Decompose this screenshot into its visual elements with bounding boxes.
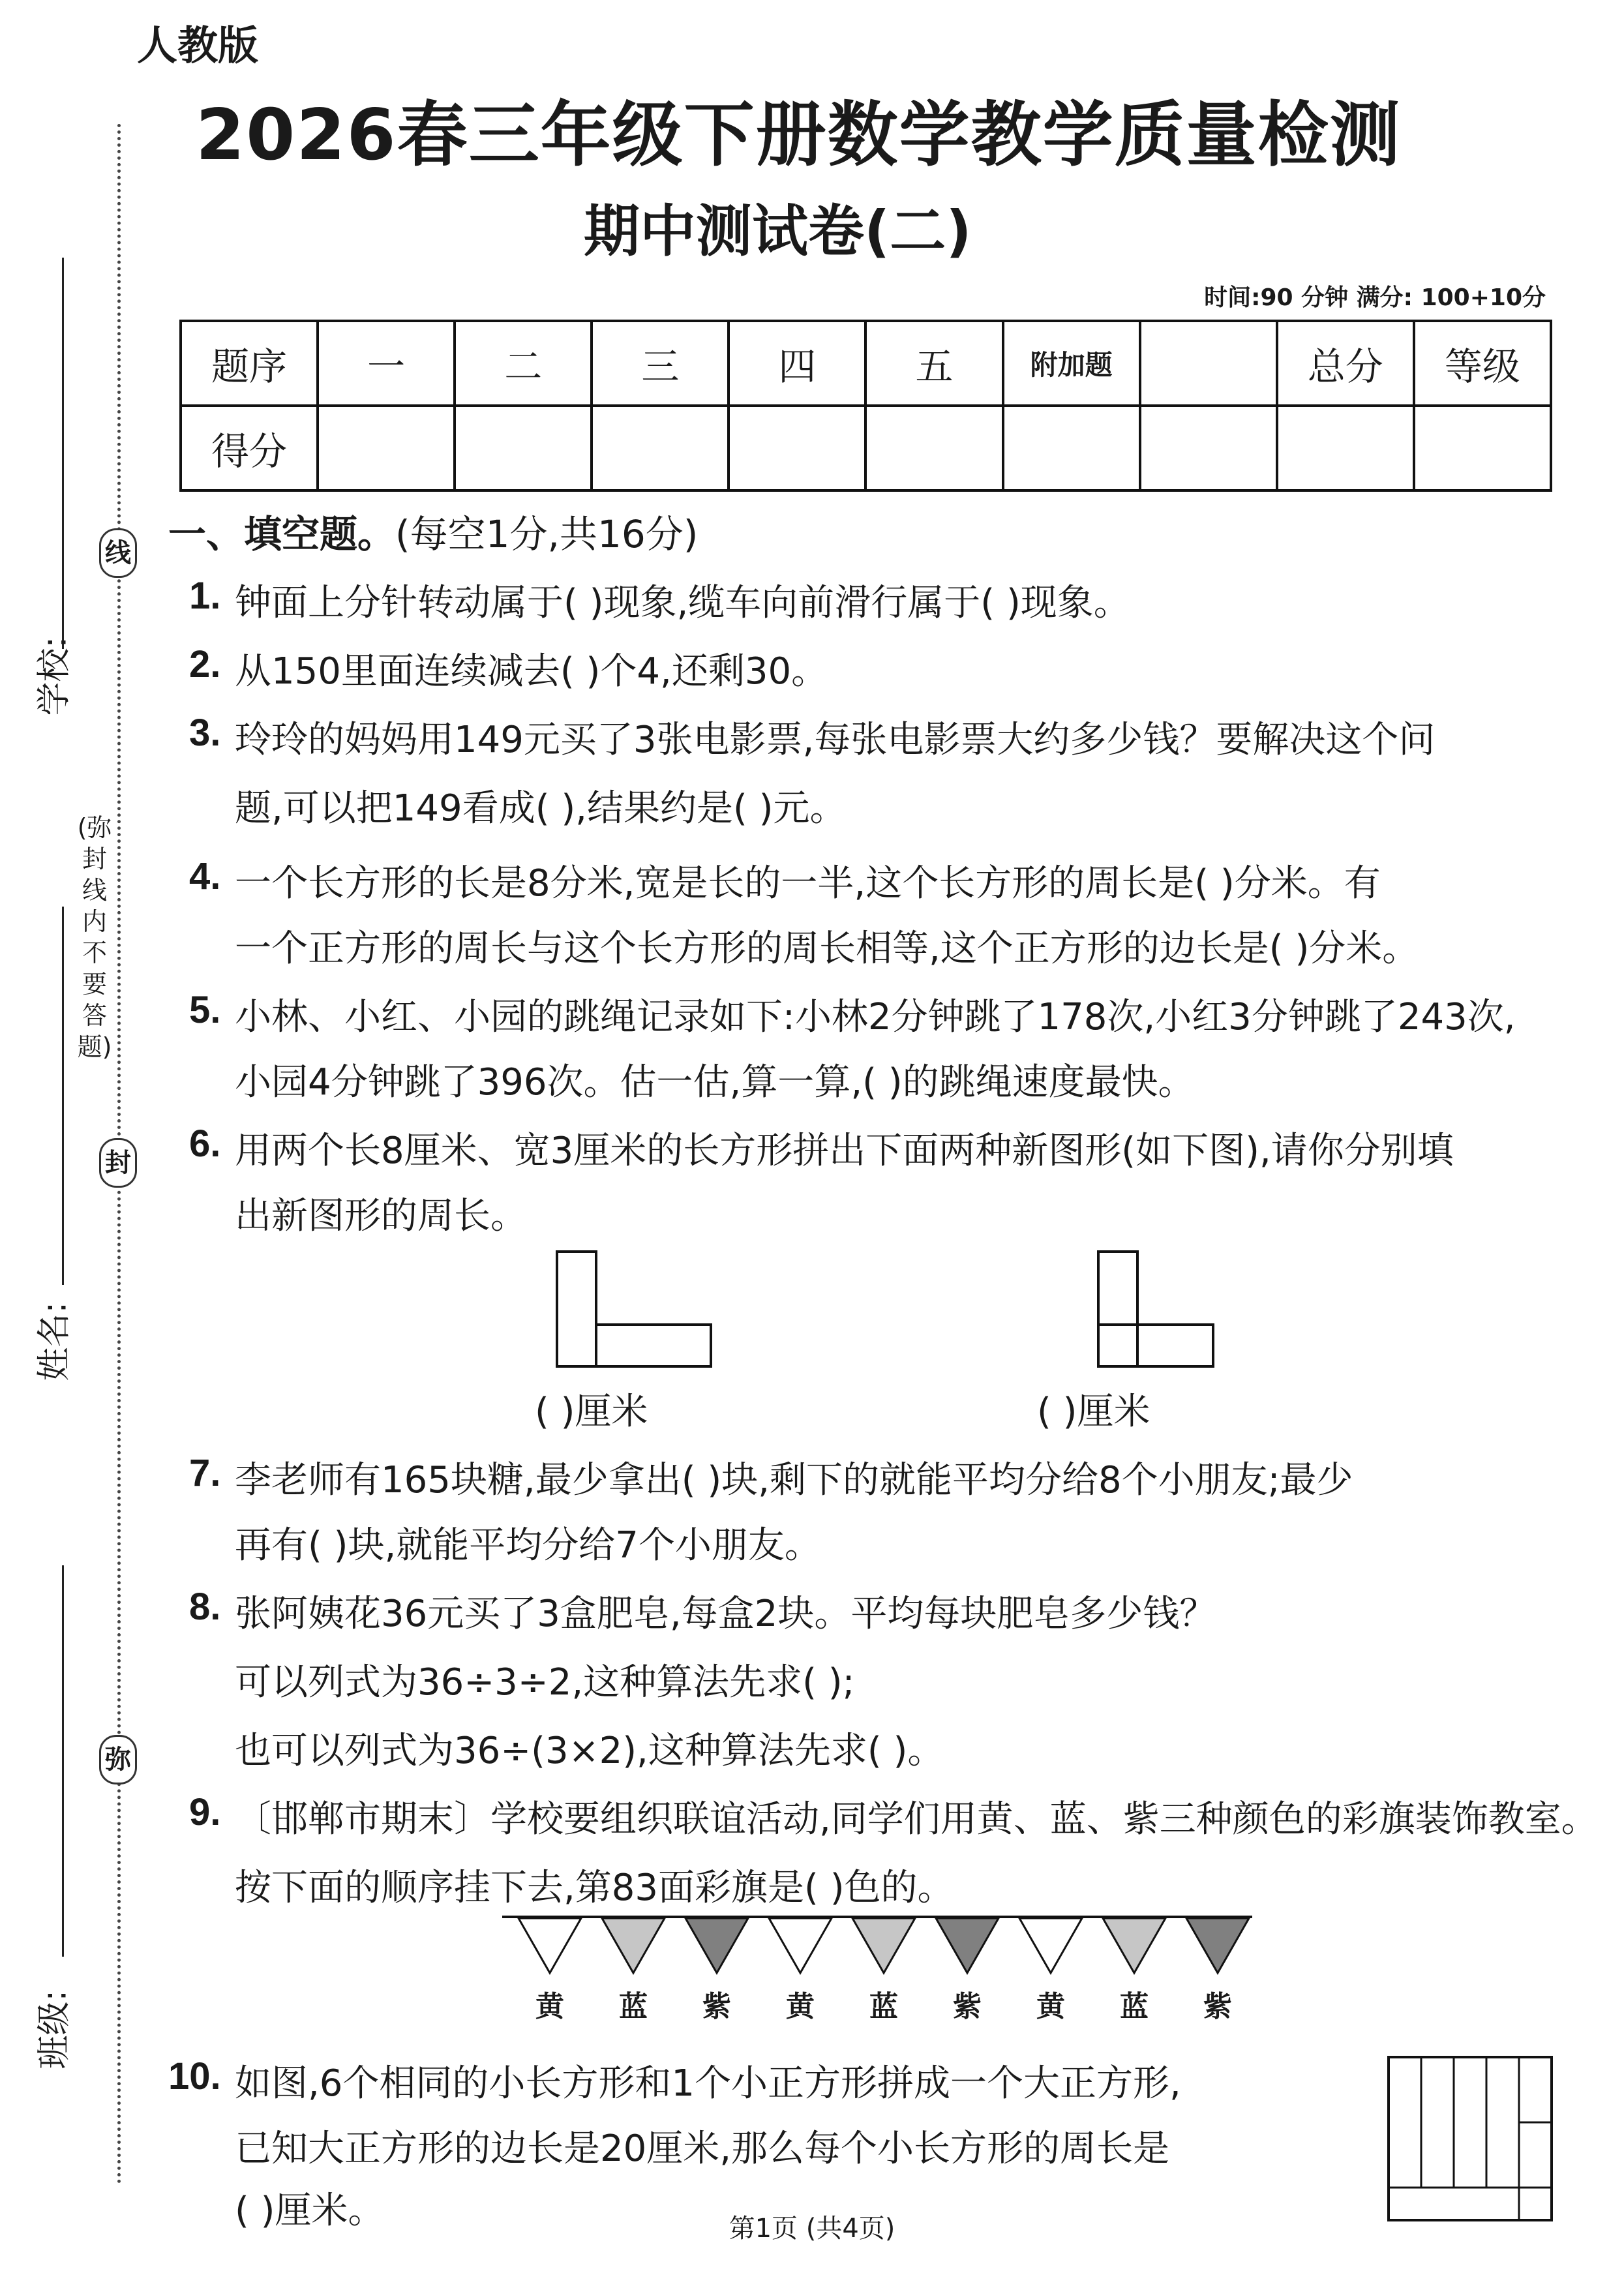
- flag-yellow: [519, 1918, 581, 1973]
- score-input-cell[interactable]: [1140, 406, 1277, 490]
- score-table-cell: [1140, 321, 1277, 406]
- score-table-cell: 附加题: [1003, 321, 1140, 406]
- score-table-cell: 一: [318, 321, 455, 406]
- question-number: 10.: [168, 2055, 221, 2098]
- name-label: 姓名:: [35, 1301, 74, 1381]
- school-label: 学校:: [35, 636, 74, 716]
- question-number: 6.: [189, 1122, 221, 1165]
- question-number: 3.: [189, 712, 221, 754]
- flag-label: 黄: [786, 1990, 815, 2023]
- question-number: 8.: [189, 1586, 221, 1628]
- question-text: 从150里面连续减去( )个4,还剩30。: [235, 650, 828, 693]
- figure-a-answer: ( )厘米: [535, 1391, 648, 1433]
- score-table-header-row: [181, 321, 1551, 406]
- flag-blue: [602, 1918, 665, 1973]
- class-label: 班级:: [35, 1989, 74, 2070]
- page-subtitle: 期中测试卷(二): [584, 199, 972, 264]
- section-number: 一、: [168, 512, 245, 556]
- square-puzzle-figure: [1386, 2055, 1556, 2224]
- seal-tag-seal: 封: [99, 1138, 137, 1188]
- school-field-line[interactable]: [62, 258, 64, 649]
- score-table-cell: 二: [455, 321, 592, 406]
- horizontal-rectangle: [1098, 1325, 1213, 1366]
- seal-tag-line: 线: [99, 528, 137, 578]
- score-table-cell: 题序: [181, 321, 318, 406]
- score-table-score-row: [181, 406, 1551, 490]
- l-shape-figure-b: [1096, 1249, 1226, 1370]
- question-text: 玲玲的妈妈用149元买了3张电影票,每张电影票大约多少钱？要解决这个问: [235, 719, 1436, 761]
- flag-purple: [685, 1918, 748, 1973]
- score-input-cell[interactable]: [865, 406, 1002, 490]
- question-text: 李老师有165块糖,最少拿出( )块,剩下的就能平均分给8个小朋友;最少: [235, 1459, 1353, 1501]
- score-input-cell[interactable]: [1277, 406, 1414, 490]
- flag-label: 蓝: [869, 1990, 898, 2023]
- flag-label: 紫: [953, 1990, 982, 2023]
- question-text: 钟面上分针转动属于( )现象,缆车向前滑行属于( )现象。: [235, 582, 1130, 624]
- score-table-cell: 三: [592, 321, 729, 406]
- flag-label: 蓝: [1120, 1990, 1149, 2023]
- vertical-rectangle: [1098, 1252, 1137, 1366]
- vertical-rectangle: [557, 1252, 596, 1366]
- question-text: 已知大正方形的边长是20厘米,那么每个小长方形的周长是: [235, 2128, 1170, 2170]
- flag-label: 蓝: [619, 1990, 648, 2023]
- flag-blue: [852, 1918, 915, 1973]
- question-number: 1.: [189, 575, 221, 617]
- score-table-cell: 四: [729, 321, 865, 406]
- question-number: 9.: [189, 1791, 221, 1833]
- question-text: 可以列式为36÷3÷2,这种算法先求( );: [235, 1661, 855, 1704]
- flag-purple: [936, 1918, 999, 1973]
- flag-label: 紫: [702, 1990, 731, 2023]
- flag-purple: [1186, 1918, 1249, 1973]
- section-title: 填空题。: [244, 512, 396, 556]
- score-table-cell: 总分: [1277, 321, 1414, 406]
- question-text: 小林、小红、小园的跳绳记录如下:小林2分钟跳了178次,小红3分钟跳了243次,: [235, 996, 1516, 1038]
- name-field-line[interactable]: [62, 907, 64, 1285]
- question-text: 按下面的顺序挂下去,第83面彩旗是( )色的。: [235, 1867, 954, 1909]
- question-text: 小园4分钟跳了396次。估一估,算一算,( )的跳绳速度最快。: [235, 1061, 1195, 1104]
- question-text: 〔邯郸市期末〕学校要组织联谊活动,同学们用黄、蓝、紫三种颜色的彩旗装饰教室。: [235, 1798, 1598, 1841]
- section-points: (每空1分,共16分): [395, 512, 699, 556]
- question-text: 也可以列式为36÷(3×2),这种算法先求( )。: [235, 1730, 944, 1772]
- question-text: 张阿姨花36元买了3盒肥皂,每盒2块。平均每块肥皂多少钱？: [235, 1593, 1216, 1635]
- score-table-cell: 等级: [1414, 321, 1551, 406]
- time-score-info: 时间:90 分钟 满分: 100+10分: [1204, 284, 1546, 311]
- question-text: 出新图形的周长。: [235, 1195, 527, 1237]
- score-table-cell: 五: [865, 321, 1002, 406]
- question-text: 用两个长8厘米、宽3厘米的长方形拼出下面两种新图形(如下图),请你分别填: [235, 1130, 1454, 1172]
- score-table: [179, 320, 1552, 492]
- seal-notice: (弥封线内不要答题): [77, 813, 112, 1061]
- flag-blue: [1103, 1918, 1165, 1973]
- score-input-cell[interactable]: [318, 406, 455, 490]
- page-title: 2026春三年级下册数学教学质量检测: [196, 95, 1402, 176]
- edition-label: 人教版: [137, 22, 259, 69]
- question-number: 7.: [189, 1452, 221, 1494]
- question-text: 一个长方形的长是8分米,宽是长的一半,这个长方形的周长是( )分米。有: [235, 862, 1381, 905]
- figure-b-answer: ( )厘米: [1037, 1391, 1150, 1433]
- score-input-cell[interactable]: [592, 406, 729, 490]
- flag-yellow: [769, 1918, 832, 1973]
- big-square: [1389, 2057, 1552, 2220]
- question-number: 4.: [189, 855, 221, 897]
- flag-label: 黄: [535, 1990, 564, 2023]
- flag-label: 紫: [1203, 1990, 1232, 2023]
- question-text: 再有( )块,就能平均分给7个小朋友。: [235, 1524, 821, 1567]
- score-input-cell[interactable]: [1414, 406, 1551, 490]
- question-number: 5.: [189, 989, 221, 1031]
- question-number: 2.: [189, 643, 221, 685]
- flag-yellow: [1019, 1918, 1082, 1973]
- class-field-line[interactable]: [62, 1565, 64, 1957]
- flag-bunting: [502, 1914, 1259, 1979]
- score-row-label: 得分: [181, 406, 318, 490]
- question-text: 如图,6个相同的小长方形和1个小正方形拼成一个大正方形,: [235, 2062, 1181, 2105]
- seal-tag-mi: 弥: [99, 1735, 137, 1784]
- flag-label: 黄: [1036, 1990, 1065, 2023]
- score-input-cell[interactable]: [729, 406, 865, 490]
- score-input-cell[interactable]: [455, 406, 592, 490]
- page-footer: 第1页 (共4页): [729, 2214, 895, 2244]
- section-heading: [168, 504, 698, 558]
- question-text: 题,可以把149看成( ),结果约是( )元。: [235, 787, 847, 830]
- horizontal-rectangle: [596, 1325, 711, 1366]
- l-shape-figure-a: [554, 1249, 724, 1370]
- score-input-cell[interactable]: [1003, 406, 1140, 490]
- question-text: 一个正方形的周长与这个长方形的周长相等,这个正方形的边长是( )分米。: [235, 927, 1419, 970]
- question-text: ( )厘米。: [235, 2190, 385, 2232]
